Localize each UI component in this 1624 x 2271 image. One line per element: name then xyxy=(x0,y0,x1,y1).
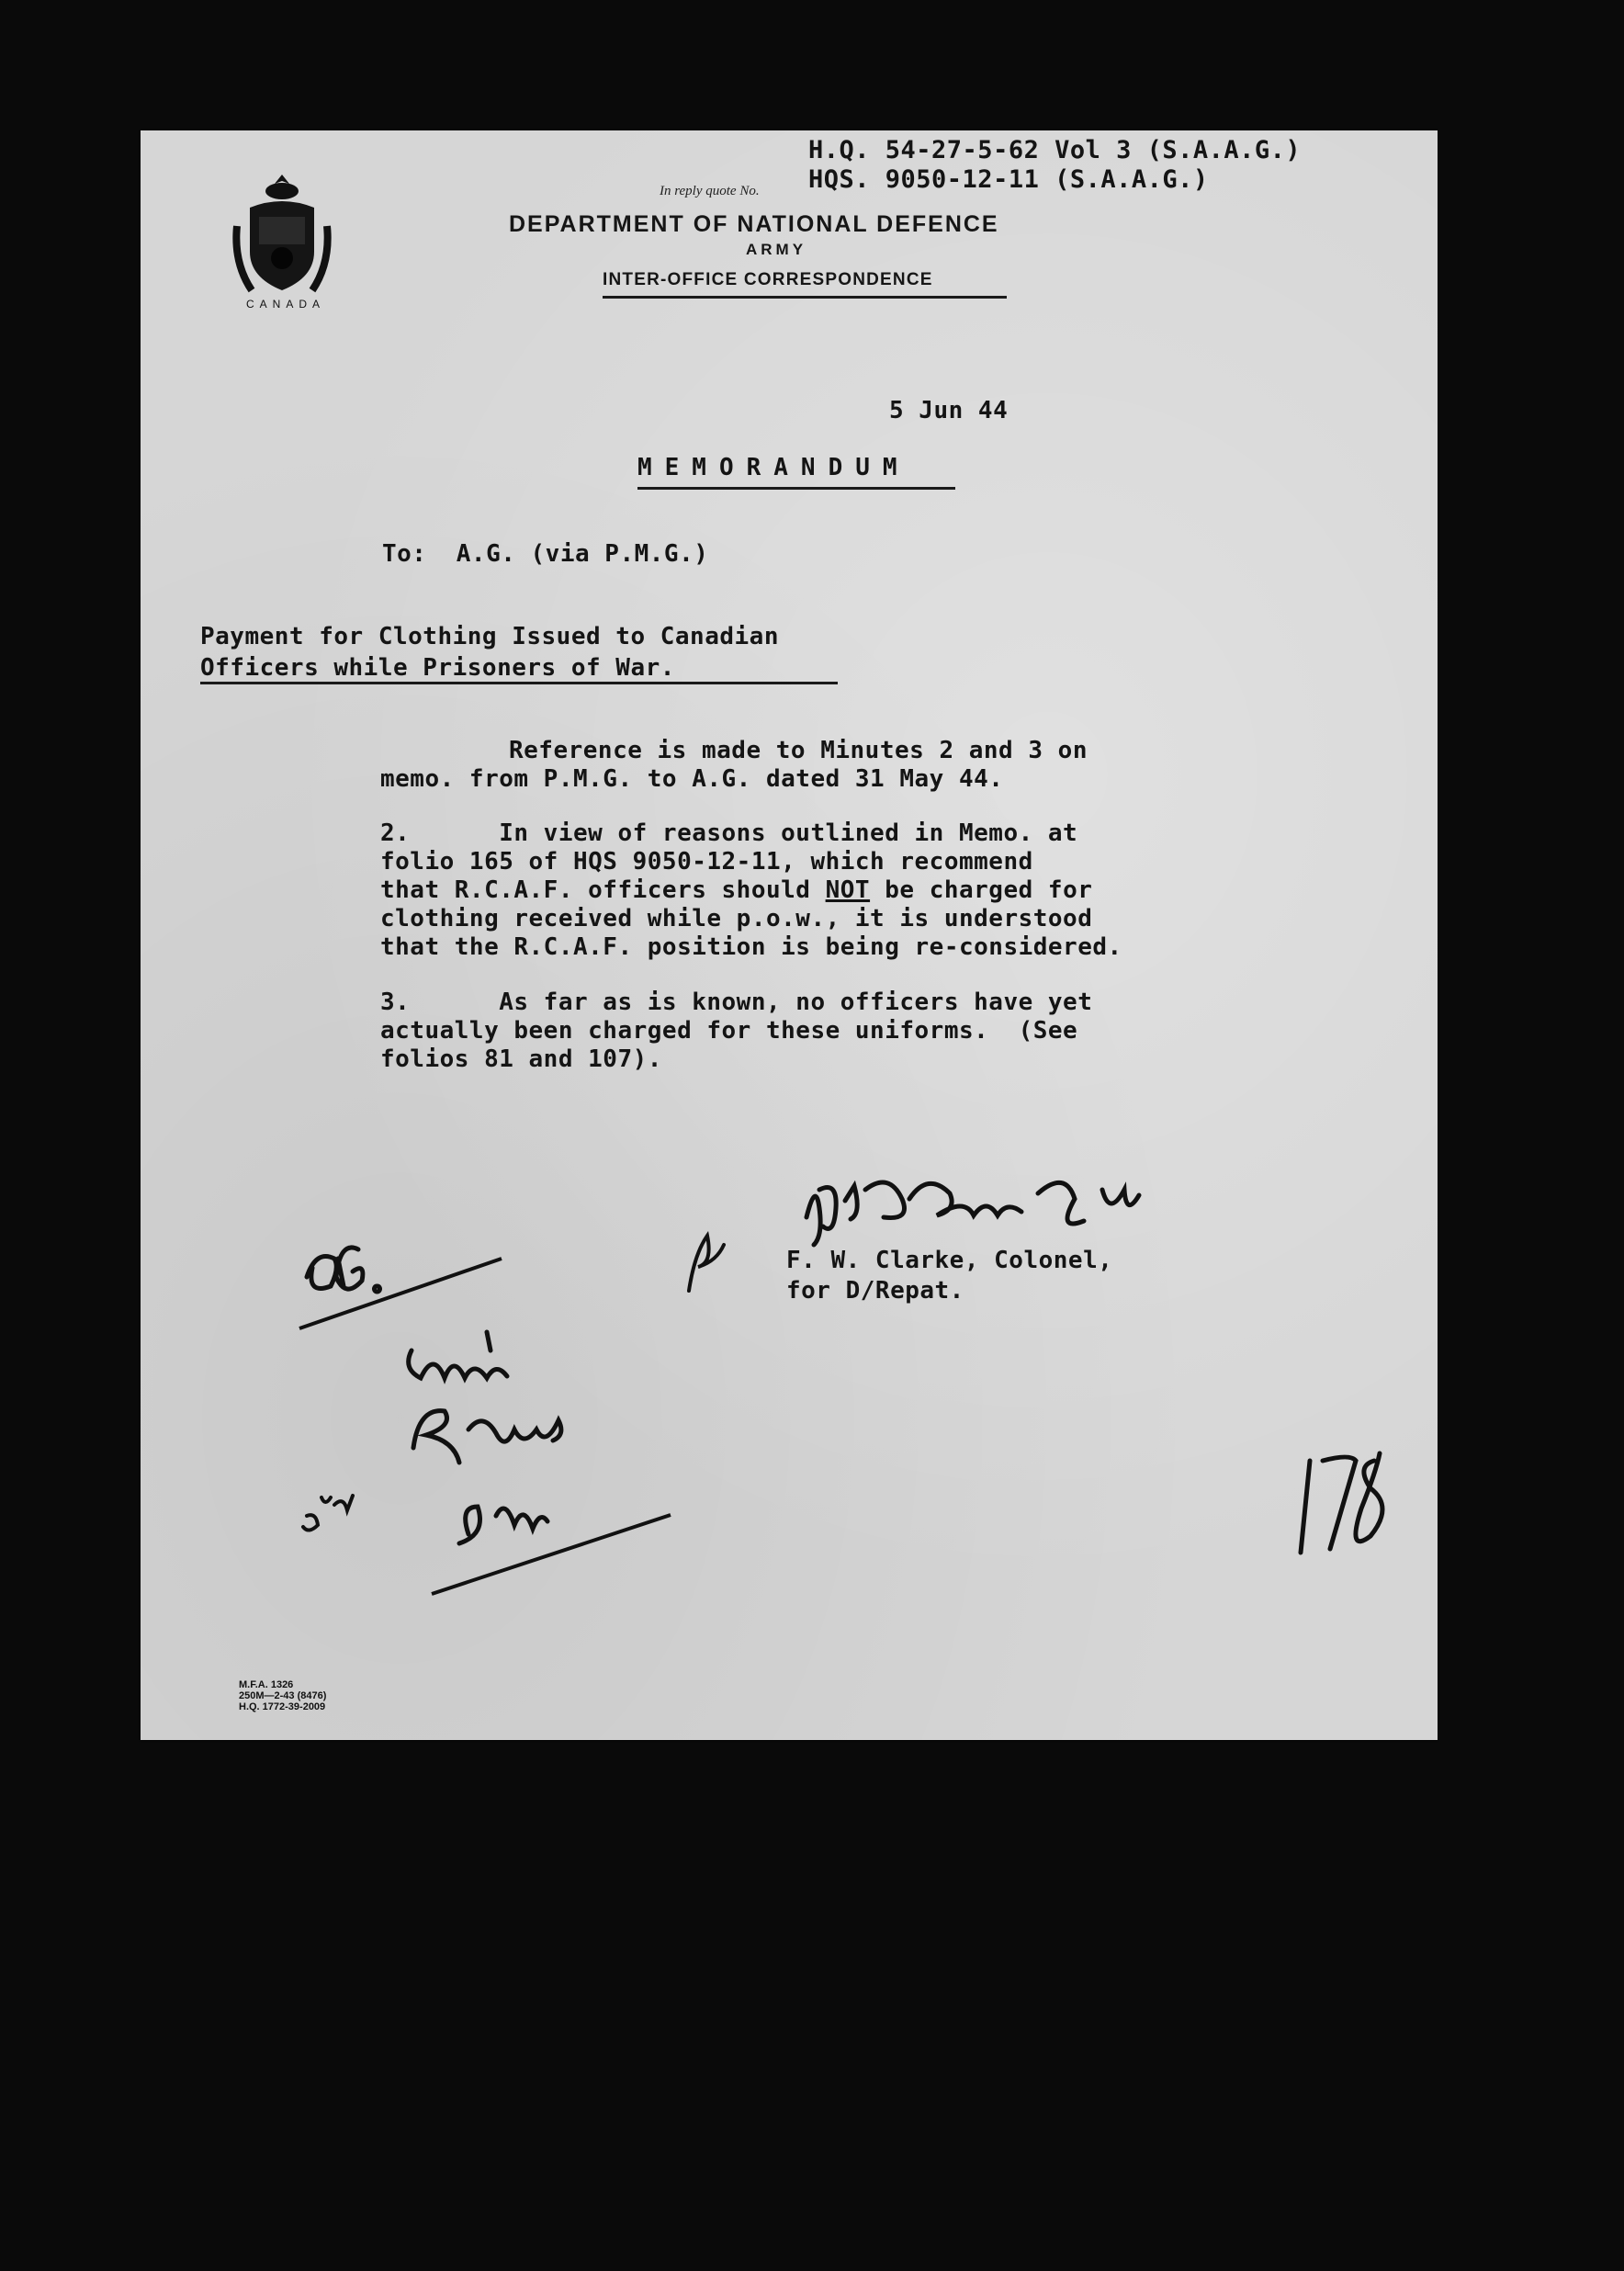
department-name: DEPARTMENT OF NATIONAL DEFENCE xyxy=(509,211,999,237)
para2-line3a: that R.C.A.F. officers should xyxy=(380,876,826,904)
service-name: ARMY xyxy=(746,241,807,258)
para2-line3b: be charged for xyxy=(870,876,1093,904)
para2-line4: clothing received while p.o.w., it is understood xyxy=(380,905,1093,932)
para3-line3: folios 81 and 107). xyxy=(380,1045,662,1073)
para1-line2: memo. from P.M.G. to A.G. dated 31 May 44. xyxy=(380,765,1004,793)
para1-line1: Reference is made to Minutes 2 and 3 on xyxy=(509,737,1088,764)
para2-line2: folio 165 of HQS 9050-12-11, which recommend xyxy=(380,848,1033,876)
paragraph-3 xyxy=(380,989,1092,1074)
signatory-name: F. W. Clarke, Colonel, xyxy=(786,1247,1113,1274)
coat-of-arms-icon xyxy=(231,171,333,311)
para2-line1: 2. In view of reasons outlined in Memo. at xyxy=(380,819,1078,847)
print-run: 250M—2-43 (8476) xyxy=(239,1690,327,1701)
para2-line5: that the R.C.A.F. position is being re-considered. xyxy=(380,933,1122,961)
handwritten-minute-note xyxy=(294,1213,680,1617)
reply-quote-label: In reply quote No. xyxy=(660,184,760,198)
crest-label: CANADA xyxy=(246,298,326,311)
signatory-title: for D/Repat. xyxy=(786,1277,964,1305)
emphasis-not: NOT xyxy=(825,876,871,904)
para3-line1: 3. As far as is known, no officers have yet xyxy=(380,989,1093,1016)
paragraph-2 xyxy=(380,819,1122,962)
memo-heading: MEMORANDUM xyxy=(637,454,910,481)
signature-block xyxy=(786,1246,1112,1306)
paragraph-1 xyxy=(380,737,1088,794)
subject-line-2: Officers while Prisoners of War. xyxy=(200,654,675,682)
memo-date: 5 Jun 44 xyxy=(889,397,1009,424)
form-code: M.F.A. 1326 xyxy=(239,1679,294,1690)
para3-line2: actually been charged for these uniforms. (See xyxy=(380,1017,1078,1045)
form-number-footer xyxy=(239,1679,326,1712)
handwritten-folio-number xyxy=(1295,1433,1405,1562)
hq-file: H.Q. 1772-39-2009 xyxy=(239,1701,326,1712)
file-reference-1: H.Q. 54-27-5-62 Vol 3 (S.A.A.G.) xyxy=(808,136,1302,164)
form-type: INTER-OFFICE CORRESPONDENCE xyxy=(603,270,933,289)
file-reference-2: HQS. 9050-12-11 (S.A.A.G.) xyxy=(808,165,1209,194)
addressee: To: A.G. (via P.M.G.) xyxy=(382,540,709,568)
subject-underline xyxy=(200,682,838,684)
form-type-underline xyxy=(603,296,1007,299)
memo-heading-underline xyxy=(637,487,955,490)
subject-line-1: Payment for Clothing Issued to Canadian xyxy=(200,623,779,650)
